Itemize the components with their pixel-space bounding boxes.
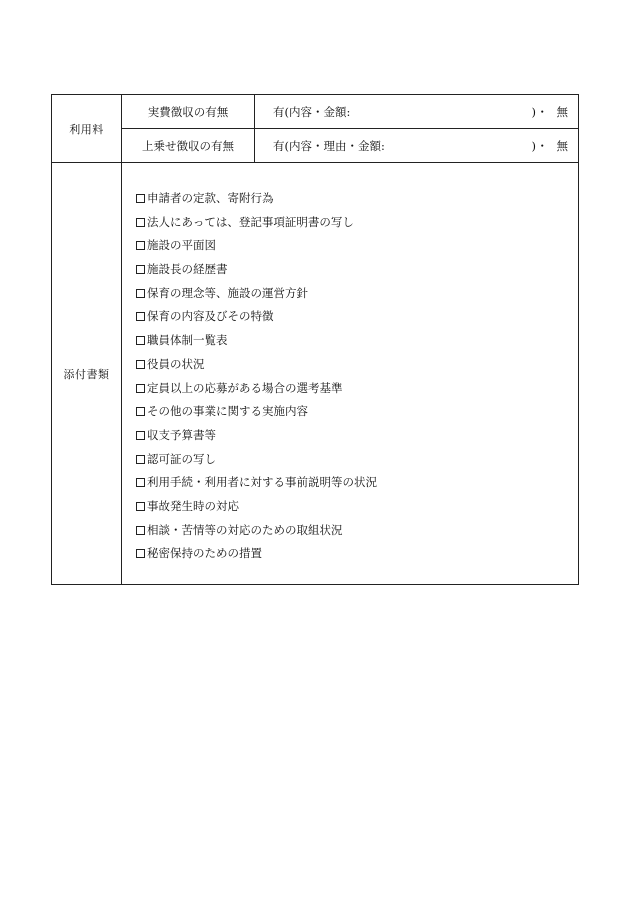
checkbox-icon[interactable] xyxy=(136,431,145,440)
attachment-item-label: 保育の理念等、施設の運営方針 xyxy=(147,285,308,300)
fee-yes-option[interactable]: 有(内容・理由・金額: xyxy=(273,138,385,153)
attachments-cell xyxy=(122,163,579,585)
attachment-item-label: 認可証の写し xyxy=(147,451,216,466)
attachment-item-label: 事故発生時の対応 xyxy=(147,498,239,513)
fee-row-label: 実費徴収の有無 xyxy=(122,95,255,129)
fee-row-surcharge xyxy=(52,129,579,163)
attachments-checklist xyxy=(122,163,578,560)
attachment-checklist-item[interactable] xyxy=(136,448,578,472)
attachment-checklist-item[interactable] xyxy=(136,305,578,329)
attachment-item-label: 申請者の定款、寄附行為 xyxy=(147,191,274,205)
attachment-checklist-item[interactable] xyxy=(136,519,578,543)
attachment-checklist-item[interactable] xyxy=(136,377,578,401)
checkbox-icon[interactable] xyxy=(136,384,145,393)
attachment-checklist-item[interactable] xyxy=(136,329,578,353)
fee-no-option[interactable]: 無 xyxy=(556,138,568,153)
attachments-header: 添付書類 xyxy=(52,163,122,585)
attachment-item-label: 秘密保持のための措置 xyxy=(147,546,262,561)
checkbox-icon[interactable] xyxy=(136,478,145,487)
attachment-checklist-item[interactable] xyxy=(136,187,578,211)
checkbox-icon[interactable] xyxy=(136,549,145,558)
attachment-checklist-item[interactable] xyxy=(136,353,578,377)
checkbox-icon[interactable] xyxy=(136,241,145,250)
attachment-item-label: その他の事業に関する実施内容 xyxy=(147,404,308,419)
attachment-item-label: 収支予算書等 xyxy=(147,427,216,442)
checkbox-icon[interactable] xyxy=(136,289,145,298)
checkbox-icon[interactable] xyxy=(136,407,145,416)
application-form-table xyxy=(51,94,579,585)
checkbox-icon[interactable] xyxy=(136,502,145,511)
attachment-checklist-item[interactable] xyxy=(136,282,578,306)
checkbox-icon[interactable] xyxy=(136,265,145,274)
checkbox-icon[interactable] xyxy=(136,455,145,464)
fee-choice-cell[interactable] xyxy=(255,95,579,129)
fee-no-option[interactable]: 無 xyxy=(556,104,568,119)
attachment-item-label: 法人にあっては、登記事項証明書の写し xyxy=(147,214,354,229)
fee-row-actual-cost xyxy=(52,95,579,129)
checkbox-icon[interactable] xyxy=(136,526,145,535)
attachment-checklist-item[interactable] xyxy=(136,542,578,566)
attachment-item-label: 職員体制一覧表 xyxy=(147,333,228,348)
attachment-checklist-item[interactable] xyxy=(136,424,578,448)
fee-choice-cell[interactable] xyxy=(255,129,579,163)
fee-close-paren: ) xyxy=(531,138,536,153)
checkbox-icon[interactable] xyxy=(136,312,145,321)
attachment-checklist-item[interactable] xyxy=(136,234,578,258)
attachment-item-label: 相談・苦情等の対応のための取組状況 xyxy=(147,522,343,537)
attachment-checklist-item[interactable] xyxy=(136,400,578,424)
attachment-checklist-item[interactable] xyxy=(136,495,578,519)
attachment-item-label: 定員以上の応募がある場合の選考基準 xyxy=(147,380,343,395)
checkbox-icon[interactable] xyxy=(136,360,145,369)
checkbox-icon[interactable] xyxy=(136,218,145,227)
attachment-checklist-item[interactable] xyxy=(136,211,578,235)
fee-separator: ・ xyxy=(536,138,548,153)
fee-section-header: 利用料 xyxy=(52,95,122,163)
fee-close-paren: ) xyxy=(531,104,536,119)
attachment-item-label: 利用手続・利用者に対する事前説明等の状況 xyxy=(147,475,377,490)
fee-row-label: 上乗せ徴収の有無 xyxy=(122,129,255,163)
attachment-item-label: 保育の内容及びその特徴 xyxy=(147,309,274,324)
attachment-checklist-item[interactable] xyxy=(136,258,578,282)
fee-separator: ・ xyxy=(536,104,548,119)
attachments-row xyxy=(52,163,579,585)
attachment-item-label: 施設長の経歴書 xyxy=(147,262,228,277)
checkbox-icon[interactable] xyxy=(136,336,145,345)
attachment-item-label: 施設の平面図 xyxy=(147,238,216,253)
attachment-item-label: 役員の状況 xyxy=(147,356,205,371)
attachment-checklist-item[interactable] xyxy=(136,471,578,495)
fee-yes-option[interactable]: 有(内容・金額: xyxy=(273,104,351,119)
checkbox-icon[interactable] xyxy=(136,194,145,203)
